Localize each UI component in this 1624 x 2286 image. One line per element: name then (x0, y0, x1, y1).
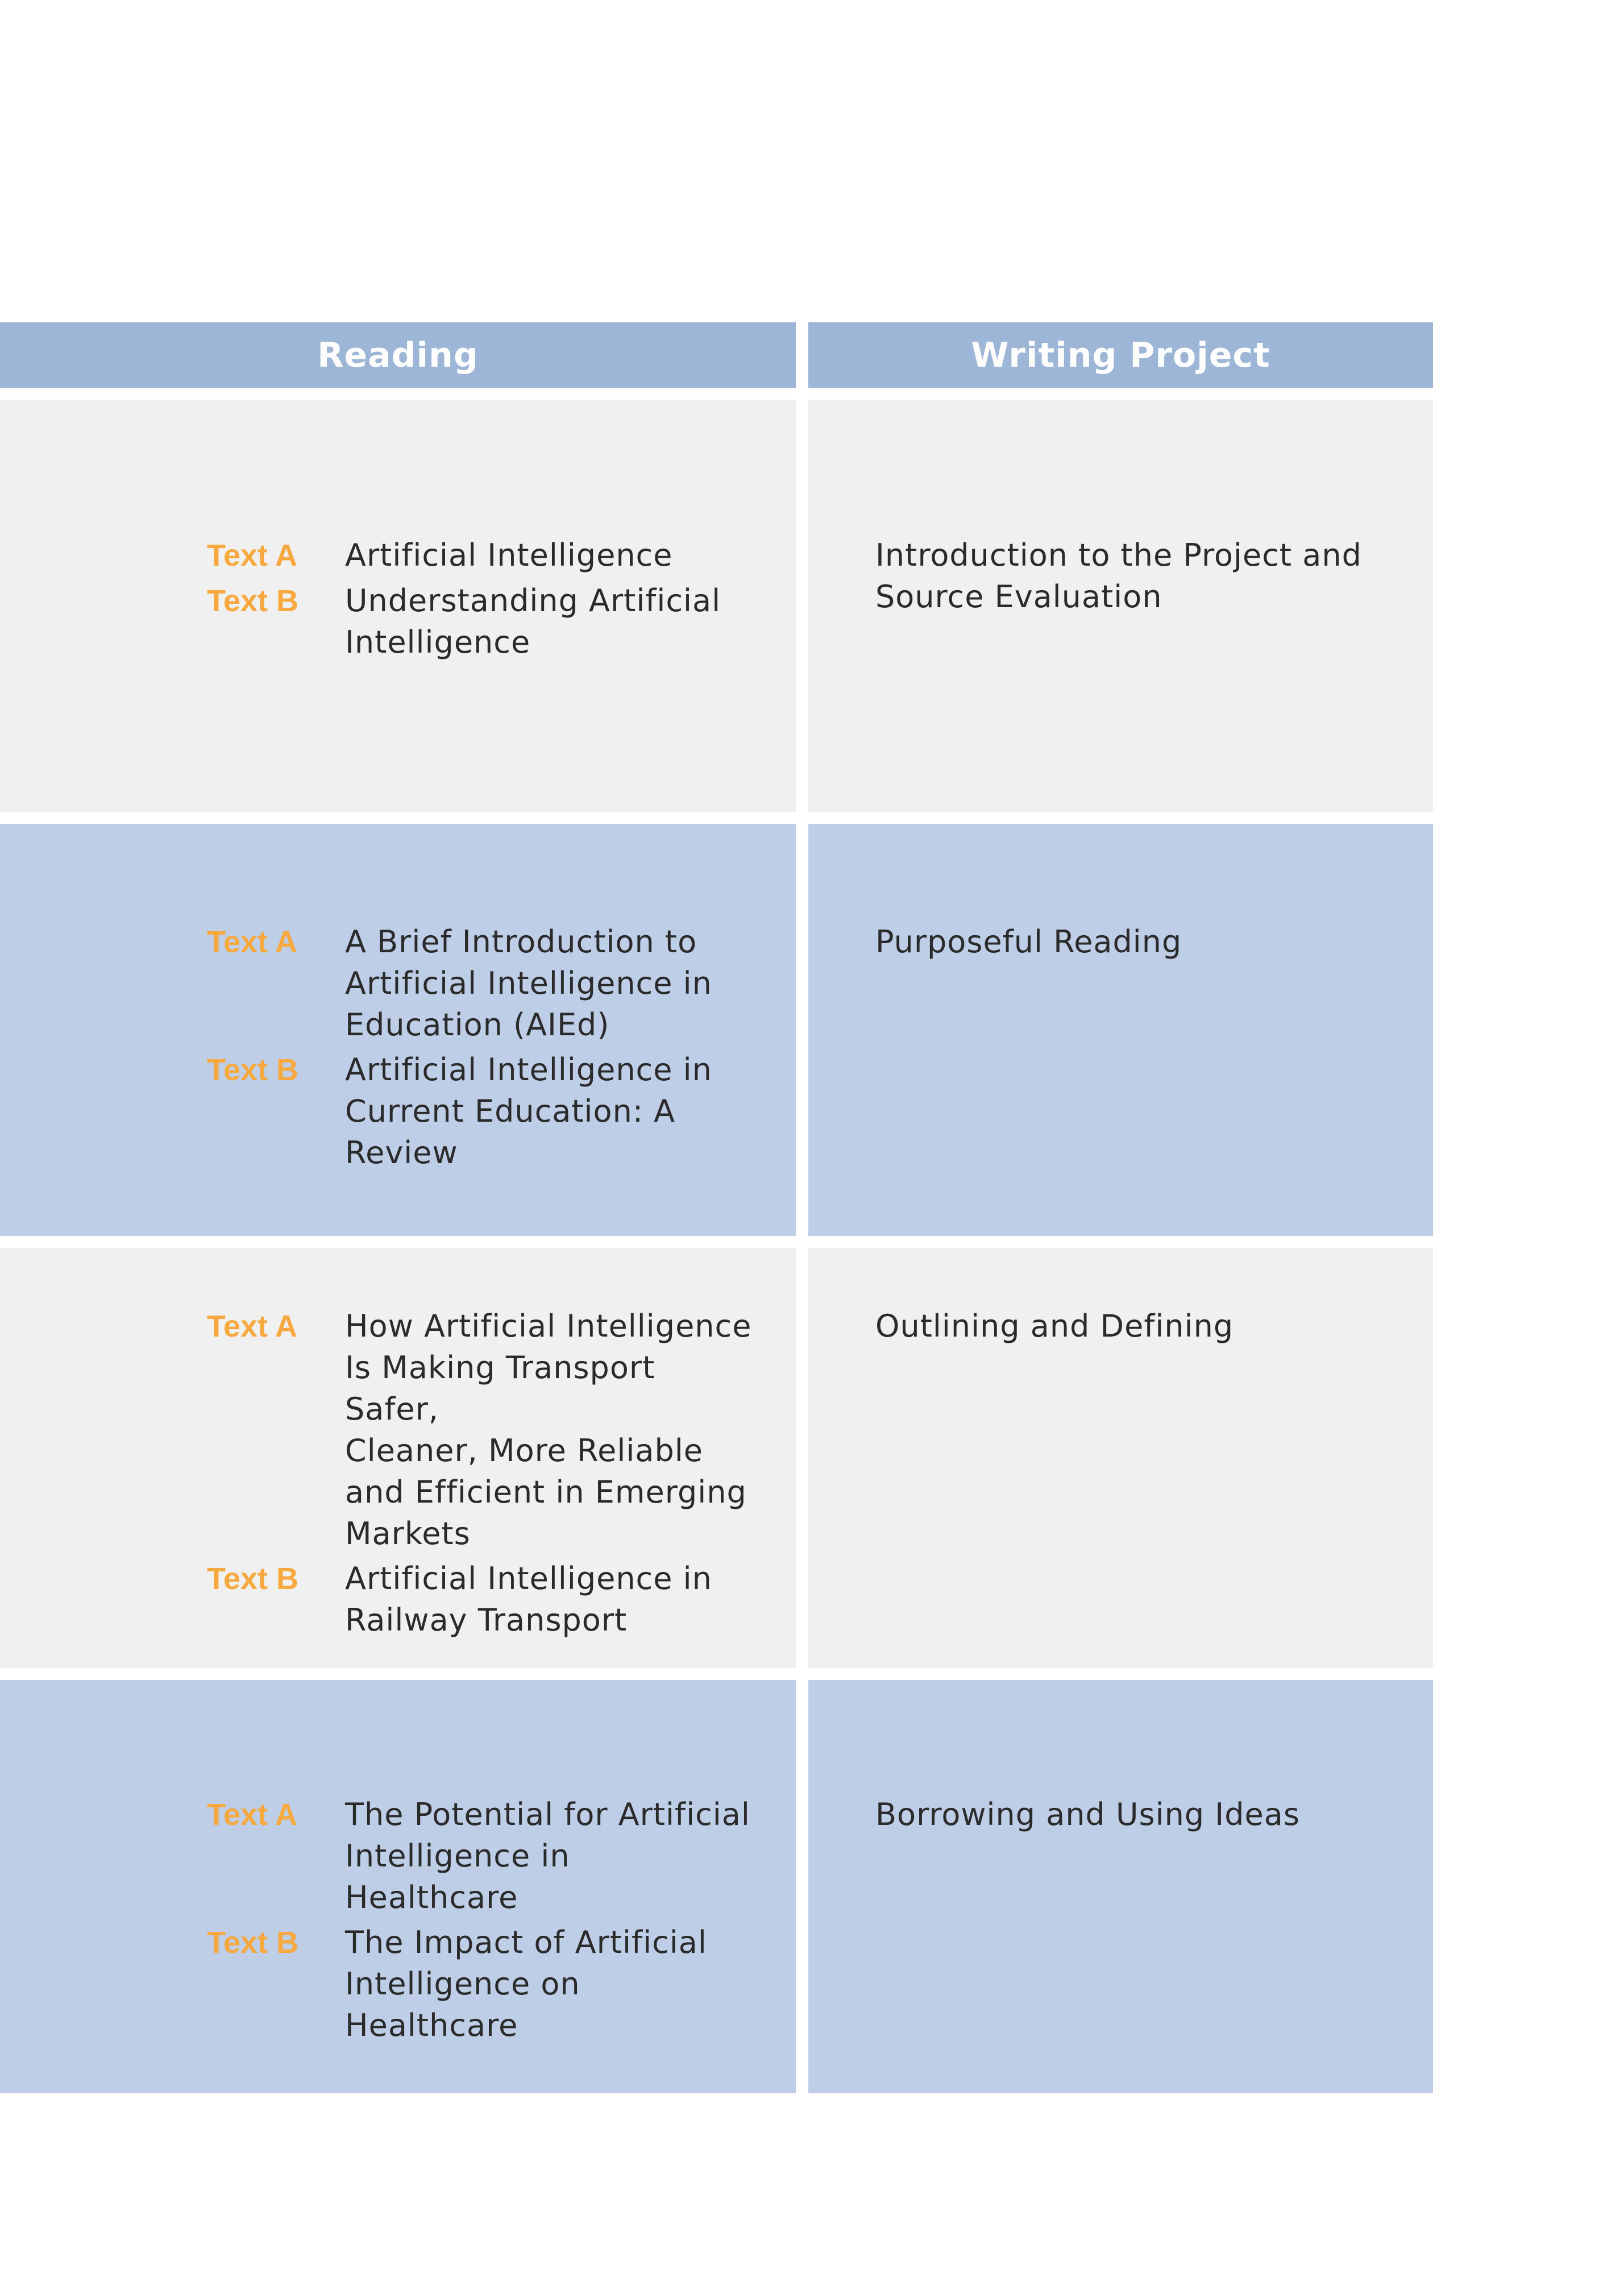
reading-entry (207, 1922, 753, 2046)
row-1-writing-project-text: Introduction to the Project and Source Evaluation (875, 537, 1362, 615)
row-4-writing-project-text: Borrowing and Using Ideas (875, 1797, 1300, 1832)
reading-title: A Brief Introduction to Artificial Intelligence in Education (AIEd) (345, 924, 712, 1043)
row-3-writing-project-text: Outlining and Defining (875, 1308, 1234, 1344)
row-2-writing-project-text: Purposeful Reading (875, 924, 1182, 960)
reading-entry (207, 580, 753, 663)
row-1-reading-list (207, 534, 753, 663)
reading-title: How Artificial Intelligence Is Making Transport Safer, Cleaner, More Reliable and Efficient in Emerging Markets (345, 1308, 752, 1551)
text-tag: Text A (207, 1798, 298, 1832)
text-tag: Text B (207, 584, 299, 618)
reading-header-label: Reading (317, 335, 479, 375)
reading-entry (207, 1305, 753, 1554)
row-2-writing-project-cell (808, 824, 1433, 1236)
reading-title: Understanding Artificial Intelligence (345, 583, 721, 660)
reading-title: Artificial Intelligence in Railway Transport (345, 1561, 712, 1638)
reading-entry (207, 921, 753, 1045)
text-tag: Text A (207, 1309, 298, 1343)
text-tag: Text B (207, 1926, 299, 1960)
reading-entry (207, 1558, 753, 1641)
row-2-reading-list (207, 921, 753, 1173)
reading-entry (207, 1794, 753, 1918)
reading-entry (207, 1049, 753, 1173)
row-3-reading-list (207, 1305, 753, 1641)
reading-title: Artificial Intelligence in Current Education: A Review (345, 1052, 712, 1171)
text-tag: Text A (207, 925, 298, 959)
text-tag: Text B (207, 1053, 299, 1087)
writing-project-column-header (808, 322, 1433, 388)
reading-column-header (0, 322, 796, 388)
text-tag: Text A (207, 538, 298, 572)
writing-project-header-label: Writing Project (971, 335, 1270, 375)
reading-title: Artificial Intelligence (345, 537, 673, 573)
row-4-reading-list (207, 1794, 753, 2046)
reading-title: The Potential for Artificial Intelligence in Healthcare (345, 1797, 750, 1915)
text-tag: Text B (207, 1562, 299, 1596)
reading-title: The Impact of Artificial Intelligence on Healthcare (345, 1924, 707, 2043)
reading-entry (207, 534, 753, 576)
row-4-writing-project-cell (808, 1680, 1433, 2093)
